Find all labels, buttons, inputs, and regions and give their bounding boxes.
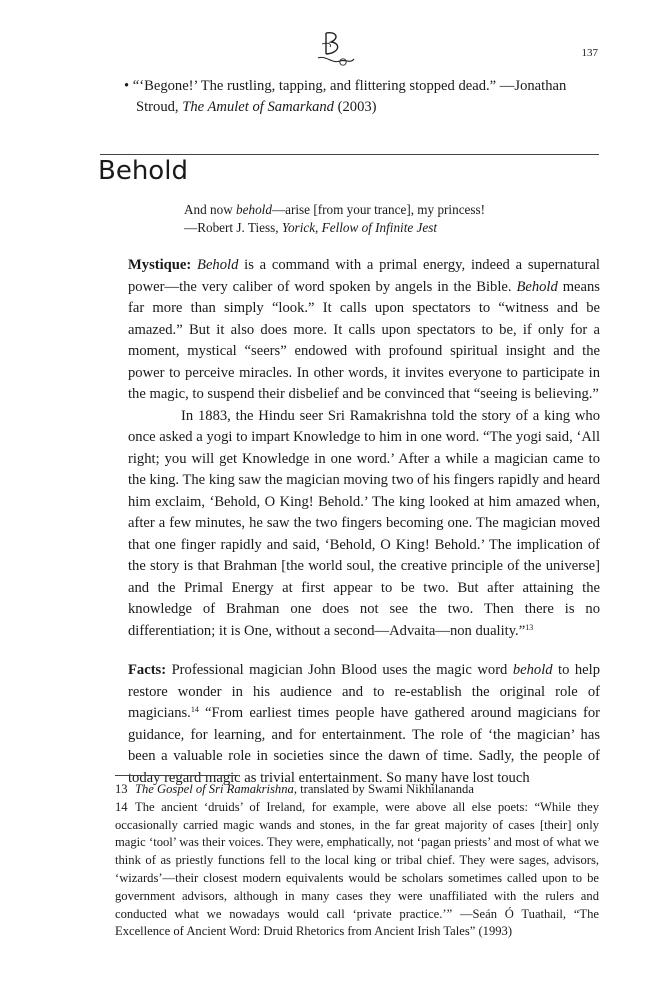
bullet-year: (2003)	[333, 99, 377, 115]
epigraph-attribution: —Robert J. Tiess, Yorick, Fellow of Infinite Jest	[184, 220, 438, 235]
footnote-ref-13: 13	[525, 622, 534, 632]
entry-heading: Behold	[98, 156, 188, 186]
footnote-divider	[115, 775, 238, 776]
footnote-ref-14: 14	[190, 705, 199, 714]
mystique-label: Mystique:	[128, 257, 192, 273]
footnote-14: 14 The ancient ‘druids’ of Ireland, for example, were above all else poets: “While they occasionally carried magic wands and stones, in the far great majority of cases [their] only magic ‘tool’ was their voices. They were, emphatically, not ‘pagan priests’ and most of what we think of as priestly functions fell to the local king or tribal chief. They were sages, advisors, ‘wizards’—their closest modern equivalents would be scholars sometimes called upon to be government advisors, although in many cases they were unaffiliated with the rulers and conducted what we nowadays would call ‘private practice.’” —Seán Ó Tuathail, “The Excellence of Ancient Word: Druid Rhetorics from Ancient Irish Tales” (1993)	[115, 799, 599, 939]
bullet-quote-text: “‘Begone!’ The rustling, tapping, and flittering stopped dead.” —Jonathan Stroud,	[132, 78, 567, 115]
bullet-book-title: The Amulet of Samarkand	[182, 99, 334, 115]
epigraph-quote: And now behold—arise [from your trance], my princess!	[184, 202, 486, 217]
entry-body	[128, 255, 600, 789]
epigraph	[184, 201, 584, 237]
facts-label: Facts:	[128, 662, 167, 678]
quote-bullet	[116, 76, 600, 118]
mystique-paragraph: Mystique: Behold is a command with a primal energy, indeed a supernatural power—the very caliber of word spoken by angels in the Bible. Behold means far more than simply “look.” It calls upon spectators to “witness and be amazed.” But it also does more. It calls upon spectators to be, if only for a moment, mystical “seers” endowed with profound spiritual insight and the power to perceive miracles. In other words, it invites everyone to participate in the magic, to suspend their disbelief and be convinced that “seeing is believing.”	[128, 257, 600, 402]
b-monogram-ornament	[312, 30, 356, 68]
footnote-13: 13 The Gospel of Sri Ramakrishna, translated by Swami Nikhilananda	[115, 782, 474, 796]
facts-paragraph: Facts: Professional magician John Blood uses the magic word behold to help restore wonder in his audience and to re-establish the original role of magicians.$^{14}$ “From earliest times people have gathered around magicians for guidance, for learning, and for entertainment. The role of ‘the magician’ has been a valuable role in societies since the dawn of time. Sadly, the people of today regard magic as trivial entertainment. So many have lost touch	[128, 662, 600, 786]
page-number: 137	[581, 47, 598, 59]
footnotes	[115, 781, 599, 941]
bullet-glyph: •	[124, 78, 130, 94]
ramakrishna-paragraph: In 1883, the Hindu seer Sri Ramakrishna told the story of a king who once asked a yogi to impart Knowledge to him in one word. “The yogi said, ‘All right; you will get Knowledge in one word.’ After a while a magician came to the king. The king saw the magician moving two of his fingers rapidly and heard him exclaim, ‘Behold, O King! Behold.’ The king looked at him amazed when, after a few minutes, he saw the two fingers becoming one. The magician moved that one finger rapidly and said, ‘Behold, O King! Behold.’ The implication of the story is that Brahman [the world soul, the creative principle of the universe] and the Primal Energy at first appear to be two. But after attaining the knowledge of Brahman one does not see the two. Then there is no differentiation; it is One, without a second—Advaita—non duality.”$^{13}$	[128, 407, 600, 639]
